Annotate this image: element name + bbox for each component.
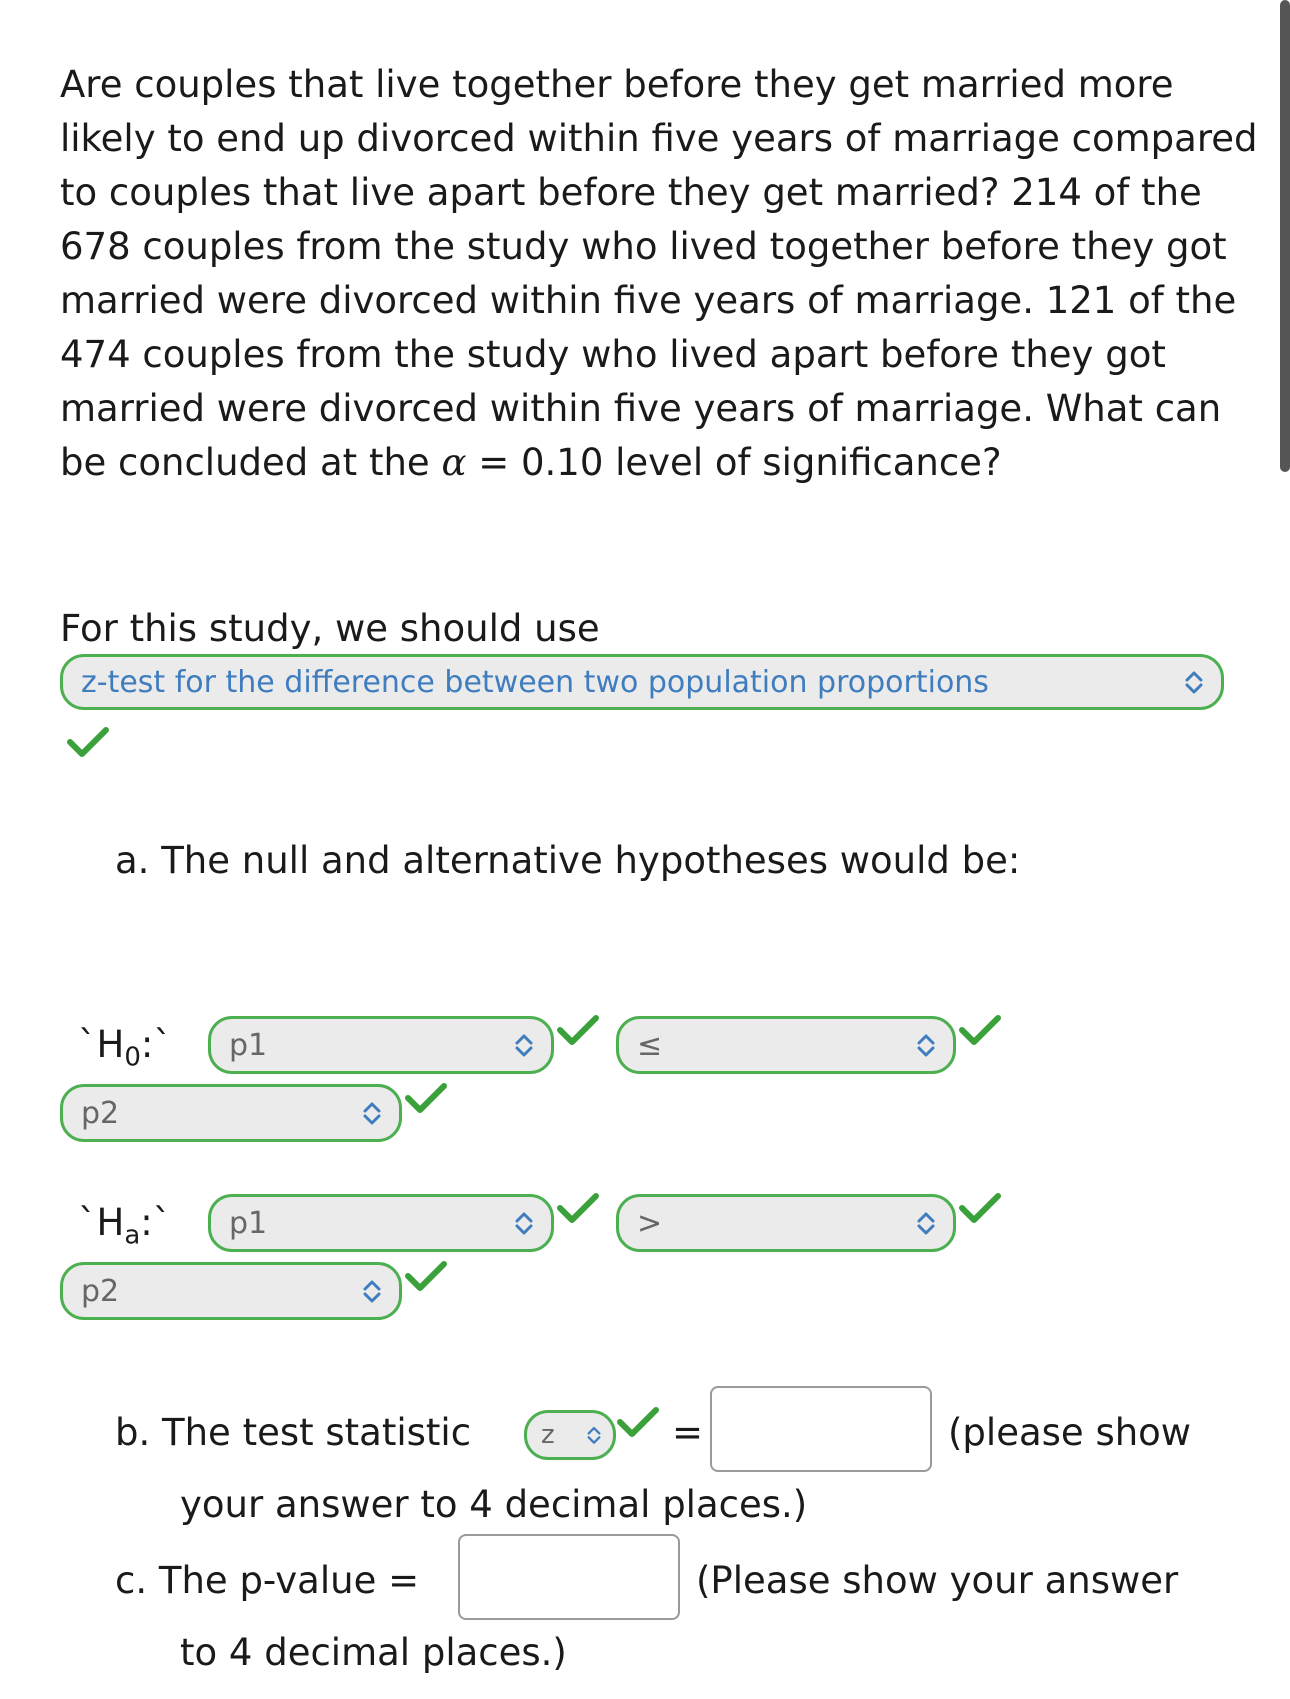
- test-statistic-value: z: [541, 1420, 555, 1450]
- select-arrows-icon: [355, 1096, 389, 1130]
- test-type-select[interactable]: [60, 654, 1224, 710]
- question-body: Are couples that live together before they get married more likely to end up divorced within five years of marriage compared to couples that live apart before they get married? 214 of the 678 couples from the study who lived together before they got married were divorced within five years of marriage. 121 of the 474 couples from the study who lived apart before they got married were divorced within five years of marriage. What can be concluded at the: [60, 63, 1258, 484]
- ha-right-select[interactable]: [60, 1262, 402, 1320]
- select-arrows-icon: [507, 1028, 541, 1062]
- select-arrows-icon: [507, 1206, 541, 1240]
- select-arrows-icon: [581, 1422, 607, 1448]
- check-icon: [958, 1190, 1002, 1224]
- check-icon: [556, 1190, 600, 1224]
- select-arrows-icon: [1177, 665, 1211, 699]
- alpha-symbol: α: [441, 441, 467, 484]
- check-icon: [616, 1404, 660, 1438]
- test-type-selected: z-test for the difference between two population proportions: [81, 664, 989, 700]
- part-c-hint-2: to 4 decimal places.): [180, 1631, 567, 1674]
- ha-operator-value: >: [637, 1205, 663, 1241]
- test-statistic-input[interactable]: [710, 1386, 932, 1472]
- scrollbar-thumb[interactable]: [1280, 0, 1290, 472]
- h0-colon: :`: [140, 1023, 172, 1066]
- ha-label: [78, 1198, 171, 1260]
- h0-left-select[interactable]: [208, 1016, 554, 1074]
- h0-operator-select[interactable]: [616, 1016, 956, 1074]
- h0-subscript: 0: [124, 1042, 141, 1073]
- check-icon: [556, 1012, 600, 1046]
- question-text: [60, 58, 1260, 490]
- test-statistic-select[interactable]: [524, 1410, 616, 1460]
- question-tail: = 0.10 level of significance?: [466, 441, 1002, 484]
- part-c-hint-1: (Please show your answer: [696, 1559, 1179, 1602]
- part-b-hint-2: your answer to 4 decimal places.): [180, 1483, 808, 1526]
- h0-left-value: p1: [229, 1027, 268, 1063]
- h0-h: `H: [78, 1023, 125, 1066]
- ha-h: `H: [78, 1201, 125, 1244]
- part-b-hint-1: (please show: [948, 1411, 1192, 1454]
- check-icon: [66, 724, 110, 758]
- part-c-label: c. The p-value =: [115, 1559, 420, 1602]
- h0-label: [78, 1020, 172, 1082]
- ha-left-select[interactable]: [208, 1194, 554, 1252]
- ha-left-value: p1: [229, 1205, 268, 1241]
- p-value-input[interactable]: [458, 1534, 680, 1620]
- ha-colon: :`: [140, 1201, 172, 1244]
- check-icon: [404, 1258, 448, 1292]
- h0-operator-value: ≤: [637, 1027, 663, 1063]
- ha-right-value: p2: [81, 1273, 120, 1309]
- check-icon: [404, 1080, 448, 1114]
- part-b-label: b. The test statistic: [115, 1411, 472, 1454]
- ha-operator-select[interactable]: [616, 1194, 956, 1252]
- equals-sign: =: [672, 1411, 704, 1454]
- select-arrows-icon: [355, 1274, 389, 1308]
- h0-right-select[interactable]: [60, 1084, 402, 1142]
- study-prompt: For this study, we should use: [60, 607, 600, 650]
- select-arrows-icon: [909, 1206, 943, 1240]
- h0-right-value: p2: [81, 1095, 120, 1131]
- check-icon: [958, 1012, 1002, 1046]
- part-a-label: a. The null and alternative hypotheses would be:: [115, 839, 1021, 882]
- ha-subscript: a: [124, 1220, 141, 1251]
- select-arrows-icon: [909, 1028, 943, 1062]
